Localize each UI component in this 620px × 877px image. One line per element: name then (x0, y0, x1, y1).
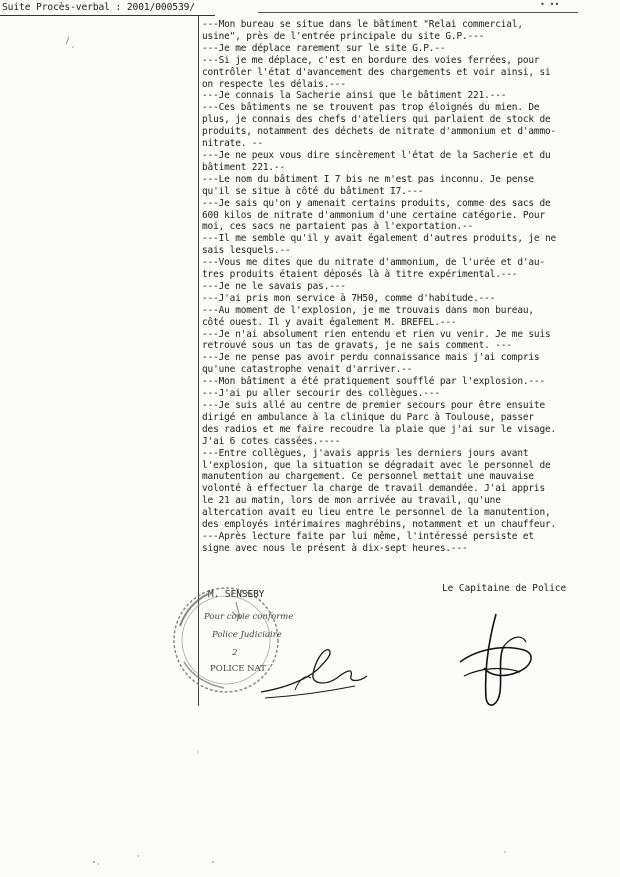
text-line: retrouvé sous un tas de gravats, je ne sais comment. --- (202, 340, 512, 352)
text-line: ---Je me déplace rarement sur le site G.P.-- (202, 42, 446, 54)
text-line: ---Si je me déplace, c'est en bordure des voies ferrées, pour (202, 54, 540, 66)
text-line: nitrate. -- (202, 138, 263, 150)
text-line: ---J'ai pu aller secourir des collègues.--- (202, 388, 440, 400)
stamp-text-service: Police Judiciaire (212, 630, 282, 640)
text-line: produits, notamment des déchets de nitrate d'ammonium et d'ammo- (202, 126, 557, 138)
officer-title: Le Capitaine de Police (442, 583, 567, 594)
text-line: qu'une catastrophe venait d'arriver.-- (202, 364, 413, 376)
text-line: des employés intérimaires maghrébins, notamment et un chauffeur. (202, 519, 557, 531)
text-line: côté ouest. Il y avait également M. BREFEL.--- (202, 316, 457, 328)
text-line: J'ai 6 cotes cassées.---- (202, 435, 341, 447)
text-line: manutention au chargement. Ce personnel mettait une mauvaise (202, 471, 534, 483)
text-line: ---Au moment de l'explosion, je me trouvais dans mon bureau, (202, 304, 534, 316)
stamp-text-police: POLICE NAT (210, 664, 266, 674)
text-line: ---Entre collègues, j'avais appris les derniers jours avant (202, 447, 529, 459)
text-line: ---J'ai pris mon service à 7H50, comme d'habitude.--- (202, 292, 496, 304)
text-line: ---Je ne peux vous dire sincèrement l'état de la Sacherie et du (202, 149, 551, 161)
text-line: ---Vous me dites que du nitrate d'ammonium, de l'urée et d'au- (202, 257, 545, 269)
text-line: volonté à effectuer la charge de travail demandée. J'ai appris (202, 483, 545, 495)
text-line: moi, ces sacs ne partaient pas à l'exportation.-- (202, 221, 474, 233)
text-line: ---Il me semble qu'il y avait également d'autres produits, je ne (202, 233, 557, 245)
text-line: des radios et me faire recoudre la plaie que j'ai sur le visage. (202, 423, 557, 435)
text-line: sais lesquels.-- (202, 245, 291, 257)
text-line: tres produits étaient déposés là à titre expérimental.--- (202, 269, 518, 281)
text-line: bâtiment 221.-- (202, 161, 285, 173)
stamp-text-copy: Pour copie conforme (204, 612, 294, 622)
deponent-signature-name: M. SENSEBY (208, 589, 265, 600)
text-line: le 21 au matin, lors de mon arrivée au travail, qu'une (202, 495, 501, 507)
text-line: ---Ces bâtiments ne se trouvent pas trop éloignés du mien. De (202, 102, 540, 114)
text-line: ---Mon bâtiment a été pratiquement soufflé par l'explosion.--- (202, 376, 545, 388)
text-line: ---Après lecture faite par lui même, l'intéressé persiste et (202, 530, 534, 542)
stamp-text-number: 2 (232, 648, 238, 658)
text-line: on respecte les délais.--- (202, 78, 346, 90)
text-line: contrôler l'état d'avancement des chargements et voir ainsi, si (202, 66, 551, 78)
text-line: plus, je connais des chefs d'ateliers qui parlaient de stock de (202, 114, 551, 126)
text-line: 600 kilos de nitrate d'ammonium d'une certaine catégorie. Pour (202, 209, 545, 221)
page-folio: • •• (540, 0, 560, 9)
text-line: ---Je ne pense pas avoir perdu connaissance mais j'ai compris (202, 352, 540, 364)
text-line: ---Je connais la Sacherie ainsi que le bâtiment 221.--- (202, 90, 507, 102)
text-line: ---Je n'ai absolument rien entendu et rien vu venir. Je me suis (202, 328, 551, 340)
text-line: qu'il se situe à côté du bâtiment I7.--- (202, 185, 424, 197)
text-line: signe avec nous le présent à dix-sept heures.--- (202, 542, 468, 554)
text-line: dirigé en ambulance à la clinique du Parc à Toulouse, passer (202, 411, 534, 423)
text-line: ---Je suis allé au centre de premier secours pour être ensuite (202, 400, 545, 411)
text-line: ---Je ne le savais pas.--- (202, 280, 346, 292)
text-line: ---Je sais qu'on y amenait certains produits, comme des sacs de (202, 197, 551, 209)
text-line: ---Le nom du bâtiment I 7 bis ne m'est pas inconnu. Je pense (202, 173, 534, 185)
text-line: l'explosion, que la situation se dégradait avec le personnel de (202, 459, 551, 471)
document-header: Suite Procès-verbal : 2001/000539/ (2, 2, 195, 13)
text-line: usine", près de l'entrée principale du site G.P.--- (202, 30, 485, 42)
text-line: ---Mon bureau se situe dans le bâtiment "Relai commercial, (202, 19, 523, 30)
text-line: altercation avait eu lieu entre le personnel de la manutention, (202, 507, 551, 519)
